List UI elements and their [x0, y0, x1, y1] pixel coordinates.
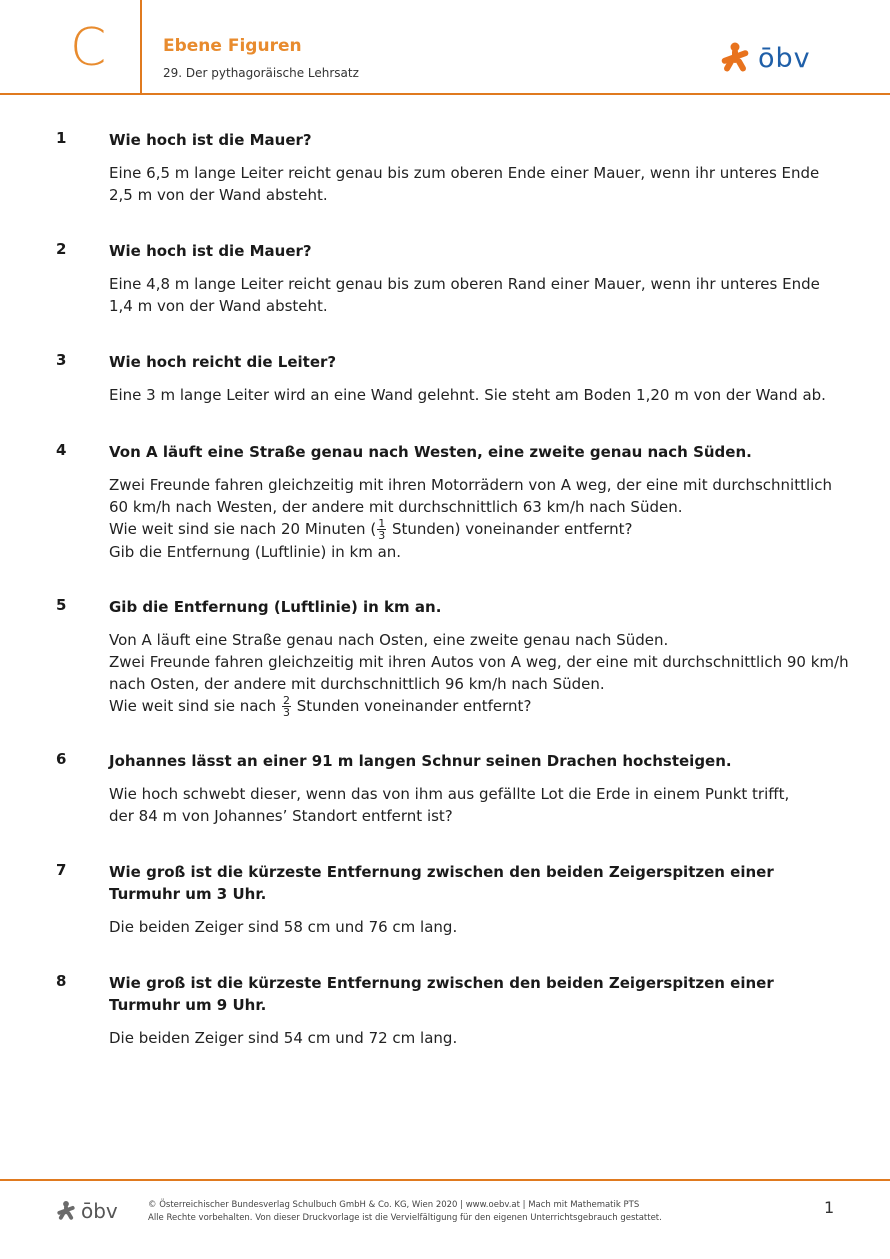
fraction-text-after: Stunden voneinander entfernt? — [291, 697, 532, 715]
fraction-numerator: 1 — [378, 517, 386, 530]
task-line: Die beiden Zeiger sind 54 cm und 72 cm lang. — [109, 1029, 458, 1047]
task-line: Eine 4,8 m lange Leiter reicht genau bis zum oberen Rand einer Mauer, wenn ihr unteres Ende — [109, 275, 820, 293]
task-body — [109, 1027, 849, 1049]
task-body — [109, 783, 849, 827]
page-header — [0, 0, 890, 95]
task-body — [109, 273, 849, 317]
task-line-with-fraction — [109, 518, 849, 541]
publisher-logo — [718, 40, 811, 76]
task-line: 2,5 m von der Wand absteht. — [109, 186, 328, 204]
task-line: Wie hoch schwebt dieser, wenn das von ihm aus gefällte Lot die Erde in einem Punkt trifft, — [109, 785, 790, 803]
footer-logo — [55, 1199, 118, 1223]
task-line: nach Osten, der andere mit durchschnittlich 96 km/h nach Süden. — [109, 675, 605, 693]
task-number: 4 — [56, 441, 67, 459]
task-line: Zwei Freunde fahren gleichzeitig mit ihren Autos von A weg, der eine mit durchschnittlich 90 km/h — [109, 653, 849, 671]
task-title: Wie groß ist die kürzeste Entfernung zwischen den beiden Zeigerspitzen einer Turmuhr um 3 Uhr. — [109, 863, 774, 903]
task-title: Wie hoch ist die Mauer? — [109, 242, 312, 260]
chapter-letter: C — [70, 18, 107, 78]
fraction-text-before: Wie weit sind sie nach 20 Minuten ( — [109, 520, 377, 538]
footer-rule — [0, 1179, 890, 1181]
task-number: 2 — [56, 240, 67, 258]
footer-copyright — [148, 1199, 662, 1225]
fraction-denominator: 3 — [282, 706, 290, 719]
fraction-numerator: 2 — [282, 694, 290, 707]
header-rule — [0, 93, 890, 95]
copyright-line: © Österreichischer Bundesverlag Schulbuch GmbH & Co. KG, Wien 2020 | www.oebv.at | Mach mit Mathematik PTS — [148, 1200, 640, 1210]
task-line: Die beiden Zeiger sind 58 cm und 76 cm lang. — [109, 918, 458, 936]
task-number: 5 — [56, 596, 67, 614]
task-title: Wie groß ist die kürzeste Entfernung zwischen den beiden Zeigerspitzen einer Turmuhr um 9 Uhr. — [109, 974, 774, 1014]
task-line: Eine 6,5 m lange Leiter reicht genau bis zum oberen Ende einer Mauer, wenn ihr unteres Ende — [109, 164, 820, 182]
task-number: 1 — [56, 129, 67, 147]
chapter-title: Ebene Figuren — [163, 36, 302, 56]
fraction-text-before: Wie weit sind sie nach — [109, 697, 281, 715]
header-divider — [140, 0, 142, 93]
fraction-text-after: Stunden) voneinander entfernt? — [387, 520, 633, 538]
task-title: Wie hoch ist die Mauer? — [109, 131, 312, 149]
task-line: Eine 3 m lange Leiter wird an eine Wand gelehnt. Sie steht am Boden 1,20 m von der Wand ab. — [109, 386, 826, 404]
obv-star-icon — [55, 1200, 77, 1222]
task-number: 8 — [56, 972, 67, 990]
task-number: 3 — [56, 351, 67, 369]
task-body — [109, 162, 849, 206]
fraction — [377, 518, 386, 541]
task-line: Zwei Freunde fahren gleichzeitig mit ihren Motorrädern von A weg, der eine mit durchschnittlich — [109, 476, 833, 494]
task-body — [109, 384, 849, 406]
logo-text: ōbv — [758, 42, 811, 74]
fraction-denominator: 3 — [378, 529, 386, 542]
page-number: 1 — [824, 1198, 835, 1217]
task-body — [109, 629, 849, 718]
task-line: Von A läuft eine Straße genau nach Osten, eine zweite genau nach Süden. — [109, 631, 669, 649]
task-number: 6 — [56, 750, 67, 768]
task-body — [109, 916, 849, 938]
obv-star-icon — [718, 41, 752, 75]
task-line: Gib die Entfernung (Luftlinie) in km an. — [109, 543, 402, 561]
chapter-subtitle: 29. Der pythagoräische Lehrsatz — [163, 66, 359, 80]
fraction — [282, 695, 291, 718]
copyright-line: Alle Rechte vorbehalten. Von dieser Druckvorlage ist die Vervielfältigung für den eigenen Unterrichtsgebrauch gestattet. — [148, 1213, 662, 1223]
task-title: Von A läuft eine Straße genau nach Westen, eine zweite genau nach Süden. — [109, 443, 752, 461]
task-title: Johannes lässt an einer 91 m langen Schnur seinen Drachen hochsteigen. — [109, 752, 732, 770]
task-line: der 84 m von Johannes’ Standort entfernt ist? — [109, 807, 453, 825]
task-title: Gib die Entfernung (Luftlinie) in km an. — [109, 598, 442, 616]
task-body — [109, 474, 849, 563]
task-number: 7 — [56, 861, 67, 879]
task-line: 1,4 m von der Wand absteht. — [109, 297, 328, 315]
task-line: 60 km/h nach Westen, der andere mit durchschnittlich 63 km/h nach Süden. — [109, 498, 683, 516]
footer-logo-text: ōbv — [81, 1199, 118, 1223]
task-title: Wie hoch reicht die Leiter? — [109, 353, 337, 371]
task-line-with-fraction — [109, 695, 849, 718]
